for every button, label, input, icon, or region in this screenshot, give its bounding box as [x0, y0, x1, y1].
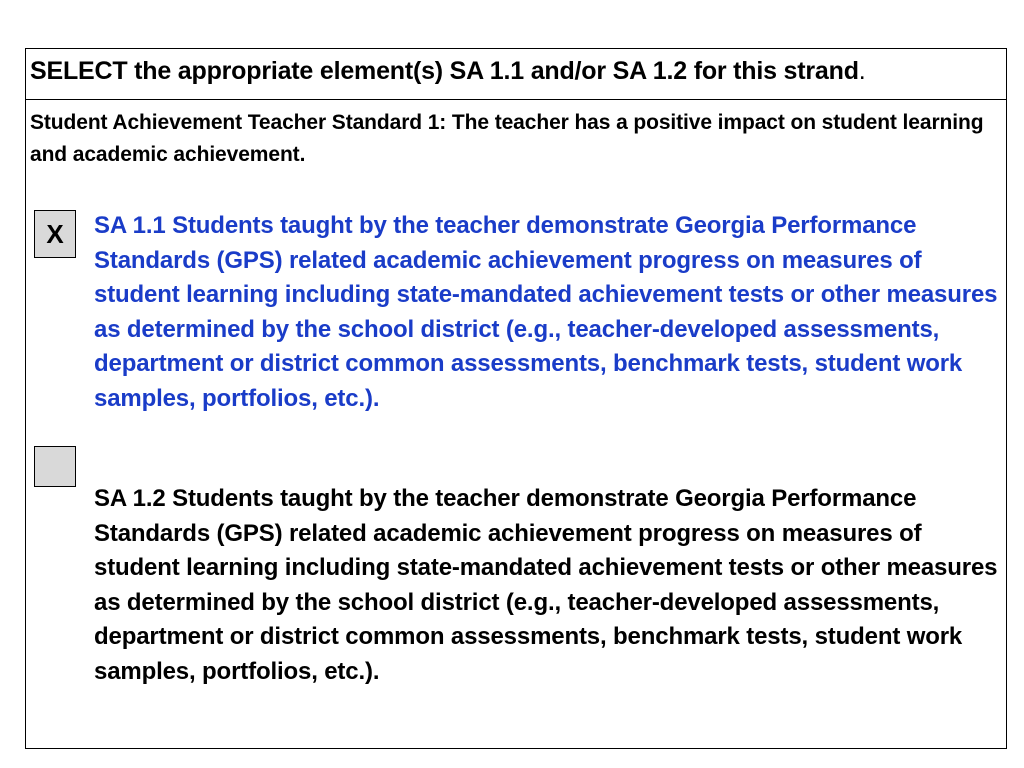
checkbox-empty-mark: [35, 447, 75, 486]
instruction-label: SELECT the appropriate element(s) SA 1.1 and/or SA 1.2 for this strand: [30, 57, 859, 85]
sa-1-2-element-text: SA 1.2 Students taught by the teacher demonstrate Georgia Performance Standards (GPS) related academic achievement progress on measures of student learning including state-mandated achievement tests or other measures as determined by the school district (e.g., teacher-developed assessments, department or district common assessments, benchmark tests, student work samples, portfolios, etc.).: [94, 485, 998, 685]
sa-1-1-checkbox[interactable]: [34, 210, 76, 258]
standard-description: Student Achievement Teacher Standard 1: The teacher has a positive impact on student learning and academic achievement.: [30, 111, 984, 166]
selection-form: [25, 48, 1007, 749]
instruction-text: [30, 57, 866, 86]
sa-1-1-element-text: SA 1.1 Students taught by the teacher demonstrate Georgia Performance Standards (GPS) related academic achievement progress on measures of student learning including state-mandated achievement tests or other measures as determined by the school district (e.g., teacher-developed assessments, department or district common assessments, benchmark tests, student work samples, portfolios, etc.).: [94, 212, 998, 412]
checkbox-x-mark: X: [46, 218, 64, 249]
instruction-period: .: [858, 57, 866, 85]
instruction-header: [26, 49, 1006, 100]
sa-1-2-checkbox[interactable]: [34, 446, 76, 487]
